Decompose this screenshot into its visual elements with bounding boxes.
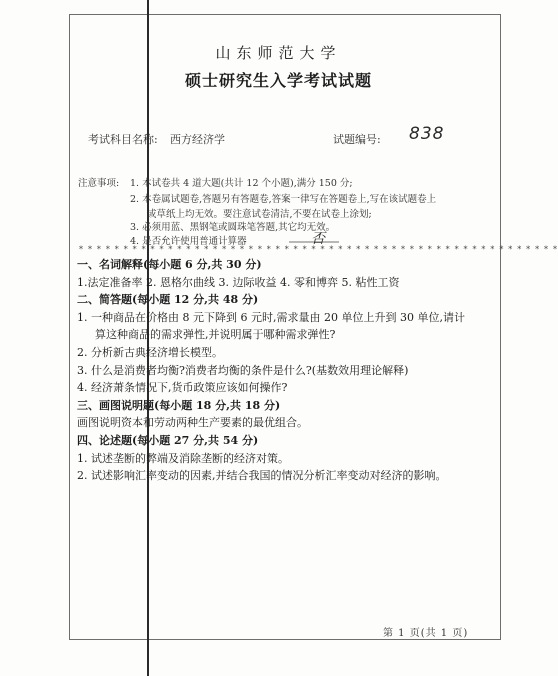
section-4-heading: 四、论述题(每小题 27 分,共 54 分) [77,433,259,447]
section-1-heading: 一、名词解释(每小题 6 分,共 30 分) [77,258,262,271]
section-4-line: 1. 试述垄断的弊端及消除垄断的经济对策。 [77,451,289,465]
subject-value: 西方经济学 [170,133,225,146]
section-3-heading: 三、画图说明题(每小题 18 分,共 18 分) [77,398,281,412]
section-2-line: 1. 一种商品在价格由 8 元下降到 6 元时,需求量由 20 单位上升到 30 单位,请计 [77,310,465,324]
notice-item-2: 2. 本卷属试题卷,答题另有答题卷,答案一律写在答题卷上,写在该试题卷上 [130,194,437,205]
notice-item-3: 3. 必须用蓝、黑钢笔或圆珠笔答题,其它均无效。 [130,222,336,233]
section-2-line: 4. 经济萧条情况下,货币政策应该如何操作? [77,381,288,395]
section-2-line: 算这种商品的需求弹性,并说明属于哪种需求弹性? [95,328,336,342]
notice-label: 注意事项: [78,178,120,189]
notice-item-4: 4. 是否允许使用普通计算器 [130,236,247,247]
section-2-line: 3. 什么是消费者均衡?消费者均衡的条件是什么?(基数效用理论解释) [77,363,409,377]
section-3-line: 画图说明资本和劳动两种生产要素的最优组合。 [77,416,308,430]
calculator-answer-handwritten: 否 [311,231,326,247]
section-1-line: 1.法定准备率 2. 恩格尔曲线 3. 边际收益 4. 零和博弈 5. 粘性工资 [77,275,400,289]
page-number: 第 1 页(共 1 页) [383,628,469,639]
exam-code-handwritten: 838 [409,124,445,144]
section-2-heading: 二、简答题(每小题 12 分,共 48 分) [77,293,259,307]
section-4-line: 2. 试述影响汇率变动的因素,并结合我国的情况分析汇率变动对经济的影响。 [77,469,447,483]
notice-item-2-cont: 或草纸上均无效。要注意试卷清洁,不要在试卷上涂划; [147,209,372,220]
university-name: 山东师范大学 [215,44,342,62]
section-2-line: 2. 分析新古典经济增长模型。 [77,345,223,359]
separator-stars: * * * * * * * * * * * * * * * * * * * * * * * * * * * * * * * * * * * * * * * * * * * * * * * * * * * * * * [79,245,558,254]
question-body [77,256,501,485]
exam-title: 硕士研究生入学考试试题 [184,71,372,90]
exam-code-label: 试题编号: [333,133,381,146]
notice-item-1: 1. 本试卷共 4 道大题(共计 12 个小题),满分 150 分; [130,178,353,189]
subject-label: 考试科目名称: [88,133,158,146]
